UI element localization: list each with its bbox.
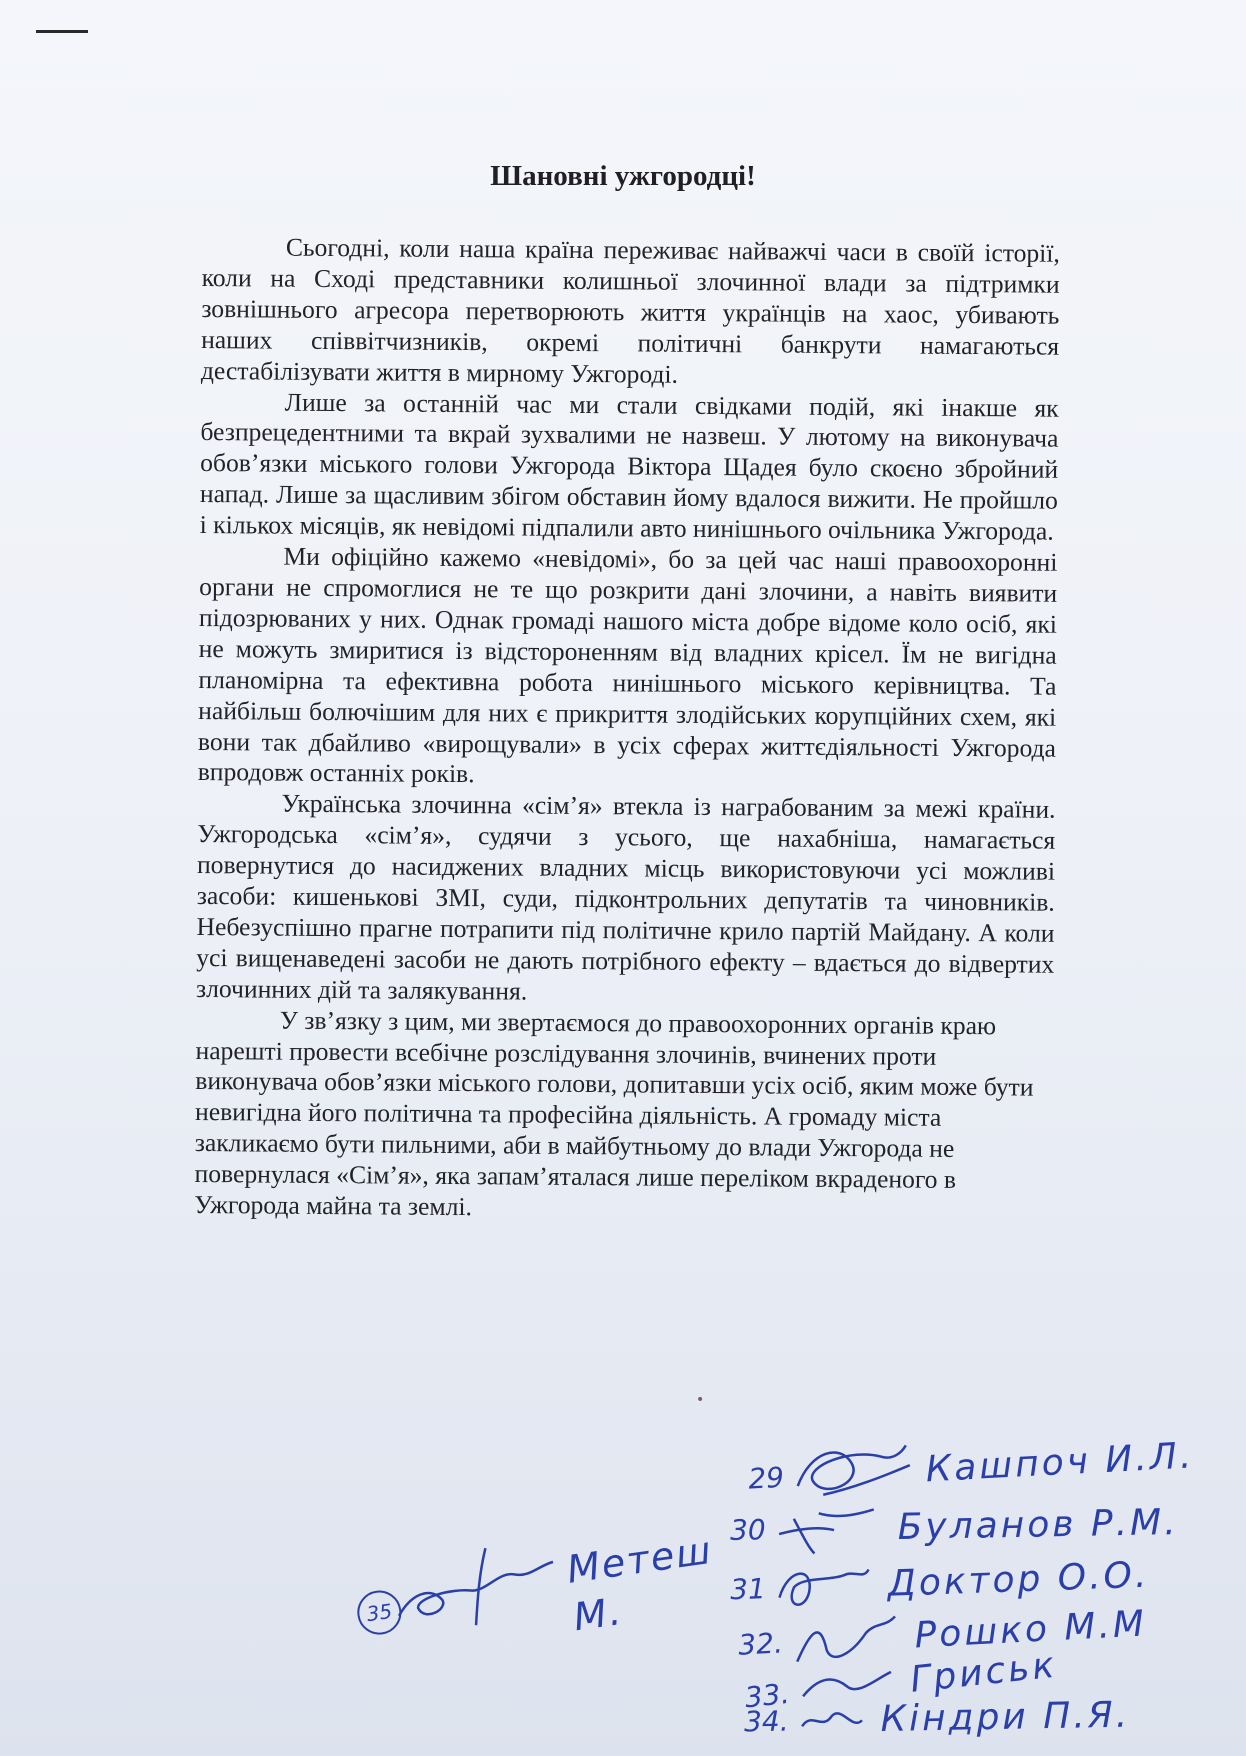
signature-number: 29 <box>747 1460 785 1496</box>
signature-name: Кашпоч И.Л. <box>924 1434 1196 1490</box>
signature-number: 32. <box>737 1625 784 1662</box>
signature-name: Доктор О.О. <box>886 1554 1150 1605</box>
paragraph-2: Лише за останній час ми стали свідками подій, які інакше як безпрецедентними та вкрай зухвалими не назвеш. У лютому на виконувача обов’язки міського голови Ужгорода Віктора Щадея було скоєно збройний напад. Лише за щасливим збігом обставин йому вдалося вижити. Не пройшло і кількох місяців, як невідомі підпалили авто нинішнього очільника Ужгорода. <box>199 387 1059 546</box>
signature-number: 31 <box>729 1571 767 1606</box>
ink-dot: • <box>696 1392 705 1408</box>
signature-name: Рошко М.М <box>913 1602 1148 1656</box>
letter-title: Шановні ужгородці! <box>490 160 756 192</box>
signature-number: 34. <box>743 1704 789 1739</box>
paragraph-4: Українська злочинна «сім’я» втекла із награбованим за межі країни. Ужгородська «сім’я», судячи з усього, ще нахабніша, намагається повернутися до насиджених владних місць використовуючи усі можливі засоби: кишенькові ЗМІ, суди, підконтрольних депутатів та чиновників. Небезуспішно прагне потрапити під політичне крило партій Майдану. А коли усі вищенаведені засоби не дають потрібного ефекту – вдається до відвертих злочинних дій та залякування. <box>195 788 1056 1006</box>
paragraph-5: У зв’язку з цим, ми звертаємося до правоохоронних органів краю нарешті провести всебічне розслідування злочинів, вчинених проти виконувача обов’язки міського голови, допитавши усіх осіб, яким може бути невигідна його політична та професійна діяльність. А громаду міста закликаємо бути пильними, аби в майбутньому до влади Ужгорода не повернулася «Сім’я», яка запам’яталася лише переліком вкраденого в Ужгорода майна та землі. <box>194 1005 1034 1222</box>
signature-scribble <box>773 1497 884 1559</box>
signature-row-34 <box>744 1695 1131 1743</box>
signature-name: Метеш М. <box>564 1527 716 1640</box>
signature-number: 30 <box>729 1512 766 1547</box>
signature-name: Буланов Р.М. <box>897 1501 1179 1548</box>
signature-number: 35 <box>355 1588 405 1638</box>
signature-scribble <box>796 1700 867 1741</box>
signature-name: Гриськ <box>908 1644 1059 1701</box>
signature-name: Кіндри П.Я. <box>880 1694 1131 1740</box>
signature-scribble <box>386 1533 567 1646</box>
paragraph-3: Ми офіційно кажемо «невідомі», бо за цей час наші правоохоронні органи не спромоглися не те що розкрити дані злочини, а навіть виявити підозрюваних у них. Однак громаді нашого міста добре відоме коло осіб, які не можуть змиритися із відстороненням від владних крісел. Їм не вигідна планомірна та ефективна робота нинішнього міського керівництва. Та найбільш болючішим для них є прикриття злодійських корупційних схем, які вони так дбайливо «вирощували» в усіх сферах життєдіяльності Ужгорода впродовж останніх років. <box>197 541 1058 789</box>
paragraph-1: Сьогодні, коли наша країна переживає найважчі часи в своїй історії, коли на Сході представники колишньої злочинної влади за підтримки зовнішнього агресора перетворюють життя українців на хаос, убивають наших співвітчизників, окремі політичні банкрути намагаються дестабілізувати життя в мирному Ужгороді. <box>200 232 1060 389</box>
signature-number: 33. <box>743 1676 791 1714</box>
